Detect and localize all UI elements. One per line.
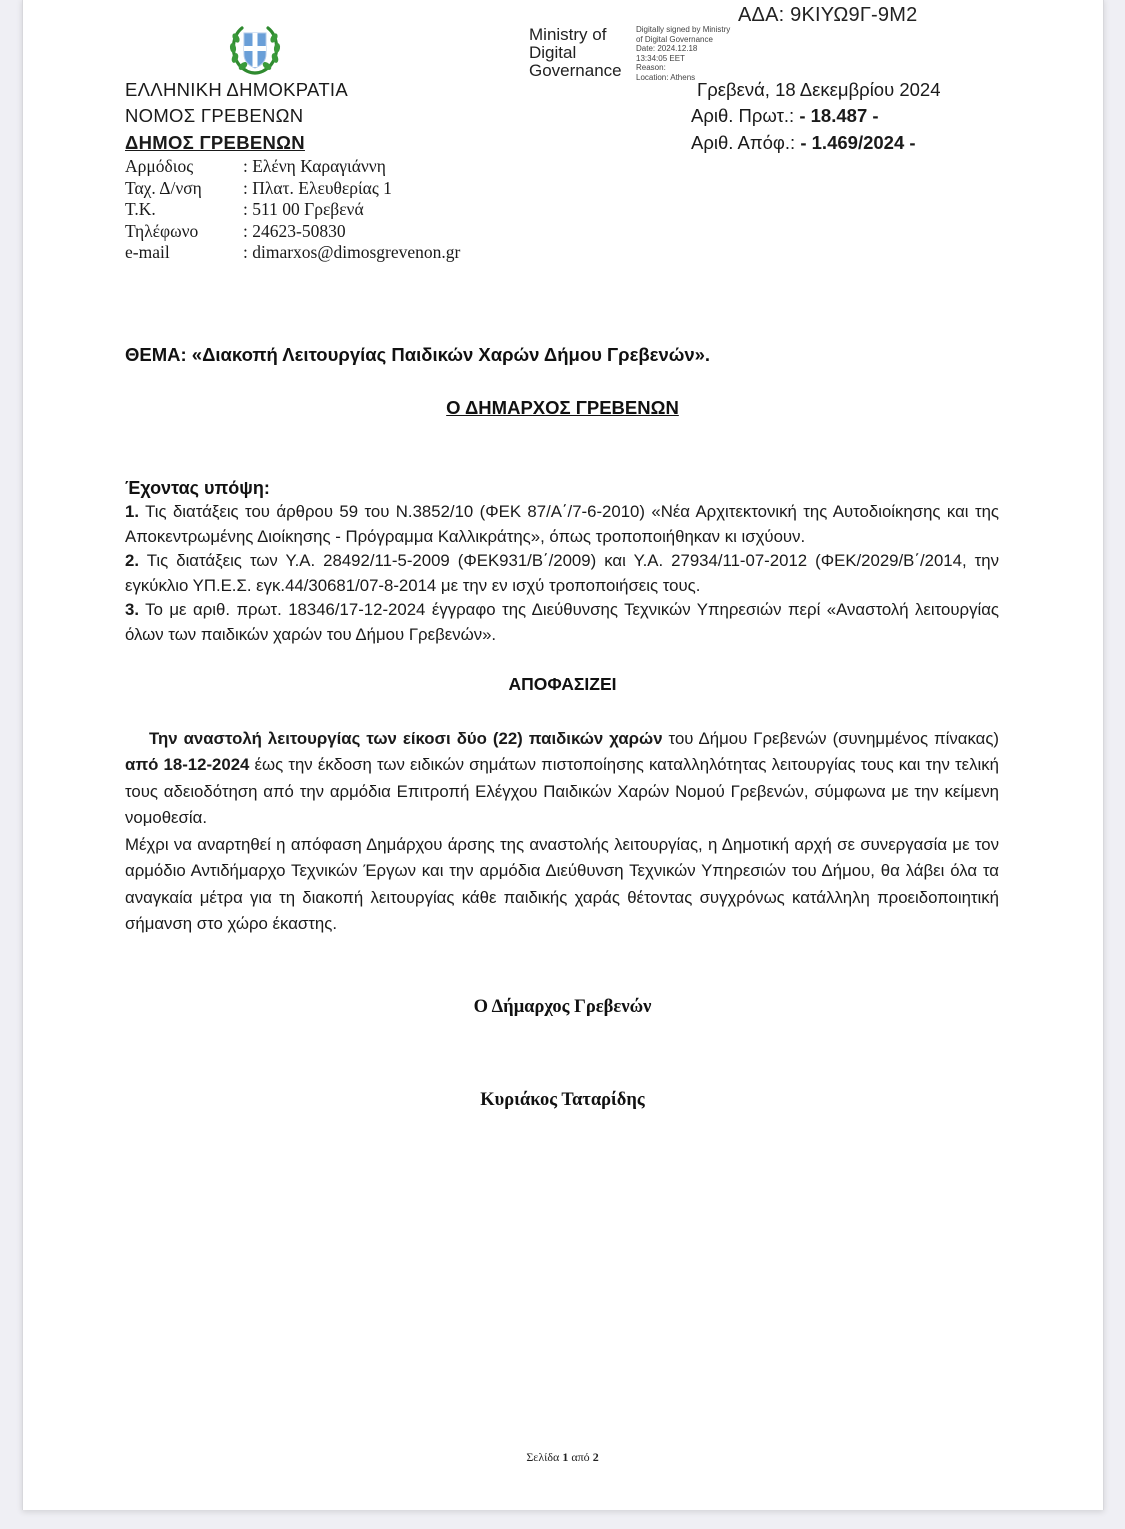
protocol-value: - 18.487 - [799,105,879,126]
mayor-heading [0,397,1125,419]
contact-row [125,221,460,243]
document-date: Γρεβενά, 18 Δεκεμβρίου 2024 [697,79,941,100]
page-current: 1 [562,1450,569,1464]
contact-details [125,156,460,264]
contact-email[interactable]: : dimarxos@dimosgrevenon.gr [243,242,461,262]
org-line-prefecture: ΝΟΜΟΣ ΓΡΕΒΕΝΩΝ [125,105,304,126]
signature-line: Location: Athens [636,72,696,82]
consideration-text: Τις διατάξεις του άρθρου 59 του Ν.3852/10 (ΦΕΚ 87/Α΄/7-6-2010) «Νέα Αρχιτεκτονική της Αυτοδιοίκησης και της Αποκεντρωμένης Διοίκησης - Πρόγραμμα Καλλικράτης», όπως τροποποιήθηκαν κι ισχύουν. [125,502,999,546]
decision-date: από 18-12-2024 [125,755,250,775]
decision-bold-text: Την αναστολή λειτουργίας των είκοσι δύο (22) παιδικών χαρών [149,729,663,748]
decision-value: - 1.469/2024 - [800,132,916,153]
signatory-title: Ο Δήμαρχος Γρεβενών [473,997,652,1017]
org-line-republic: ΕΛΛΗΝΙΚΗ ΔΗΜΟΚΡΑΤΙΑ [125,79,349,100]
consideration-item [125,549,999,598]
ministry-label [529,26,639,80]
decision-label: Αριθ. Απόφ.: [691,132,801,153]
digital-signature-block [636,25,756,83]
decision-paragraph-measures: Μέχρι να αναρτηθεί η απόφαση Δημάρχου άρσης της αναστολής λειτουργίας, η Δημοτική αρχή σε συνεργασία με τον αρμόδιο Αντιδήμαρχο Τεχνικών Έργων και την αρμόδια Διεύθυνση Τεχνικών Υπηρεσιών του Δήμου, θα λάβει όλα τα αναγκαία μέτρα για τη διακοπή λειτουργίας κάθε παιδικής χαράς θέτοντας συγχρόνως κατάλληλη προειδοποιητική σήμανση στο χώρο έκαστης. [125,835,999,934]
page-prefix: Σελίδα [526,1450,563,1464]
signature-line: of Digital Governance [636,34,713,44]
contact-row [125,178,460,200]
signature-line: Digitally signed by Ministry [636,25,731,34]
contact-label: Τ.Κ. [125,199,156,219]
contact-row [125,156,460,178]
contact-label: e-mail [125,242,170,262]
decision-text: του Δήμου Γρεβενών (συνημμένος πίνακας) [662,729,1000,748]
decision-text: έως την έκδοση των ειδικών σημάτων πιστοποίησης καταλληλότητας λειτουργίας τους και την τελική τους αδειοδότηση από την αρμόδια Επιτροπή Ελέγχου Παιδικών Χαρών Νομού Γρεβενών, σύμφωνα με την κείμενη νομοθεσία. [125,755,999,828]
protocol-label: Αριθ. Πρωτ.: [691,105,800,126]
signature-line: 13:34:05 EET [636,53,685,63]
considering-heading: Έχοντας υπόψη: [125,478,270,498]
contact-value: : 24623-50830 [243,220,346,241]
contact-label: Ταχ. Δ/νση [125,177,202,198]
contact-label: Αρμόδιος [125,156,194,176]
contact-value: : 511 00 Γρεβενά [243,199,364,219]
signature-line: Date: 2024.12.18 [636,44,698,54]
decision-paragraph [125,726,999,832]
decision-number [691,132,916,154]
contact-value: : Ελένη Καραγιάννη [243,156,386,176]
contact-value: : Πλατ. Ελευθερίας 1 [243,177,392,198]
consideration-text: Τις διατάξεις των Υ.Α. 28492/11-5-2009 (ΦΕΚ931/Β΄/2009) και Υ.Α. 27934/11-07-2012 (ΦΕΚ/2029/Β΄/2014, την εγκύκλιο ΥΠ.Ε.Σ. εγκ.44/30681/07-8-2014 με την εν ισχύ τροποποιήσεις τους. [125,551,999,595]
contact-row [125,199,460,221]
greek-coat-of-arms-icon [226,20,284,76]
page-number [0,1450,1125,1465]
subject-line: ΘΕΜΑ: «Διακοπή Λειτουργίας Παιδικών Χαρών Δήμου Γρεβενών». [125,344,711,365]
signature-line: Reason: [636,63,666,73]
protocol-number [691,105,879,127]
ministry-line: Governance [529,61,622,80]
ada-code: ΑΔΑ: 9ΚΙΥΩ9Γ-9Μ2 [738,4,918,26]
consideration-item [125,500,999,549]
org-line-municipality: ΔΗΜΟΣ ΓΡΕΒΕΝΩΝ [125,132,305,153]
signatory-name: Κυριάκος Ταταρίδης [480,1090,645,1110]
mayor-heading-text: Ο ΔΗΜΑΡΧΟΣ ΓΡΕΒΕΝΩΝ [446,397,679,418]
consideration-item [125,598,999,647]
decides-heading: ΑΠΟΦΑΣΙΖΕΙ [508,674,617,694]
consideration-number: 3. [125,600,139,619]
consideration-number: 2. [125,551,139,570]
page-middle: από [568,1450,593,1464]
contact-row [125,242,460,264]
ministry-line: Digital [529,43,577,62]
ministry-line: Ministry of [529,25,607,44]
contact-label: Τηλέφωνο [125,220,199,241]
page-total: 2 [592,1450,599,1464]
consideration-number: 1. [125,502,139,521]
consideration-text: Το με αριθ. πρωτ. 18346/17-12-2024 έγγραφο της Διεύθυνσης Τεχνικών Υπηρεσιών περί «Αναστολή λειτουργίας όλων των παιδικών χαρών του Δήμου Γρεβενών». [125,600,999,644]
